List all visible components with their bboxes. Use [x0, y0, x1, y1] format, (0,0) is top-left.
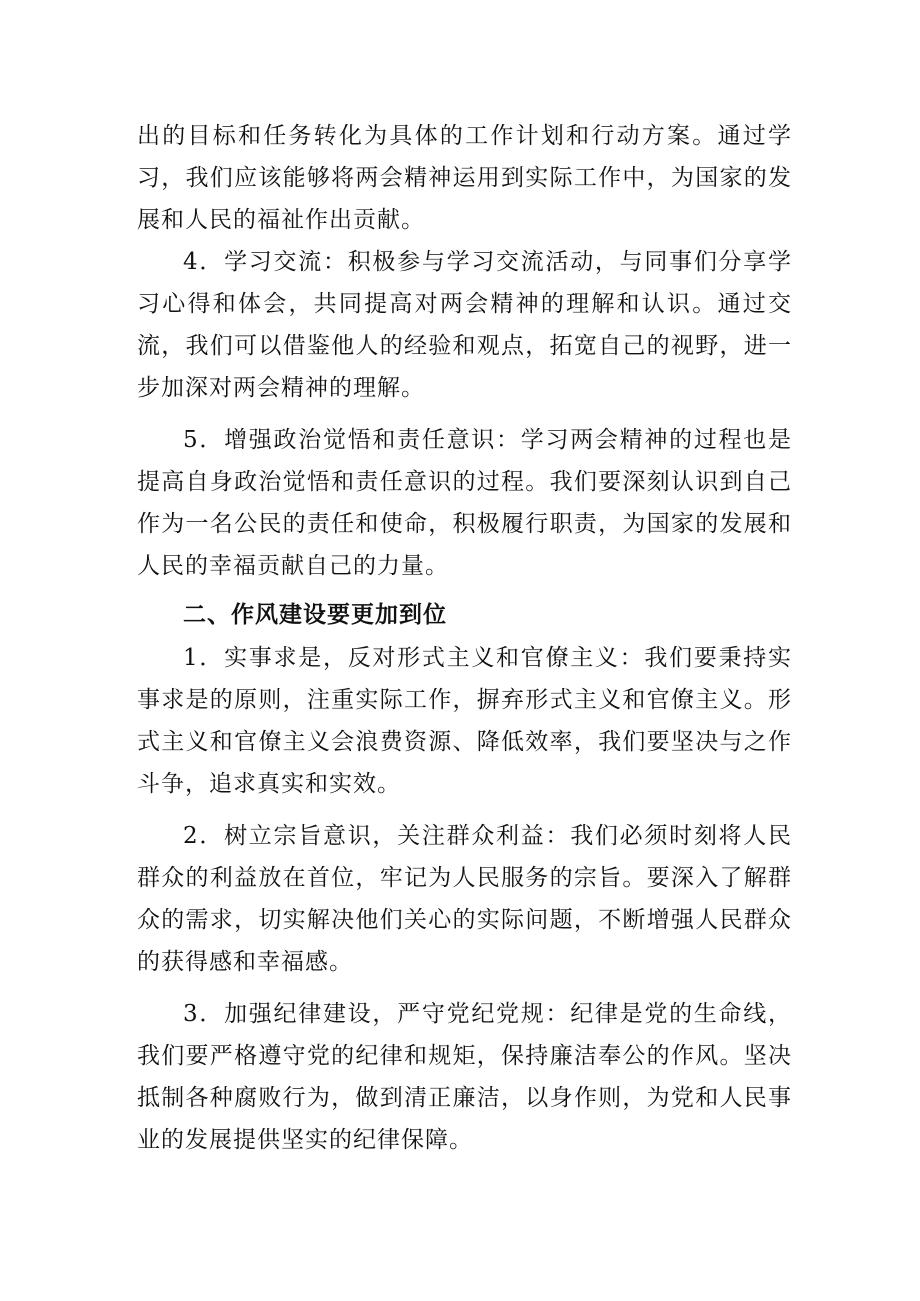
paragraph-continuation: 出的目标和任务转化为具体的工作计划和行动方案。通过学习，我们应该能够将两会精神运用到实际工作中，为国家的发展和人民的福祉作出贡献。 — [137, 123, 792, 233]
paragraph-item-3-discipline: 3．加强纪律建设，严守党纪党规：纪律是党的生命线，我们要严格遵守党的纪律和规矩，保持廉洁奉公的作风。坚决抵制各种腐败行为，做到清正廉洁，以身作则，为党和人民事业的发展提供坚实的纪律保障。 — [137, 1001, 792, 1153]
paragraph-item-1-seek-truth: 1．实事求是，反对形式主义和官僚主义：我们要秉持实事求是的原则，注重实际工作，摒弃形式主义和官僚主义。形式主义和官僚主义会浪费资源、降低效率，我们要坚决与之作斗争，追求真实和实效。 — [137, 645, 792, 797]
paragraph-item-5-political-awareness: 5．增强政治觉悟和责任意识：学习两会精神的过程也是提高自身政治觉悟和责任意识的过程。我们要深刻认识到自己作为一名公民的责任和使命，积极履行职责，为国家的发展和人民的幸福贡献自己的力量。 — [137, 427, 792, 579]
section-heading: 二、作风建设要更加到位 — [183, 602, 447, 628]
paragraph-item-4-study-exchange: 4．学习交流：积极参与学习交流活动，与同事们分享学习心得和体会，共同提高对两会精神的理解和认识。通过交流，我们可以借鉴他人的经验和观点，拓宽自己的视野，进一步加深对两会精神的理解。 — [137, 249, 792, 401]
paragraph-item-2-people-interest: 2．树立宗旨意识，关注群众利益：我们必须时刻将人民群众的利益放在首位，牢记为人民服务的宗旨。要深入了解群众的需求，切实解决他们关心的实际问题，不断增强人民群众的获得感和幸福感。 — [137, 823, 792, 975]
